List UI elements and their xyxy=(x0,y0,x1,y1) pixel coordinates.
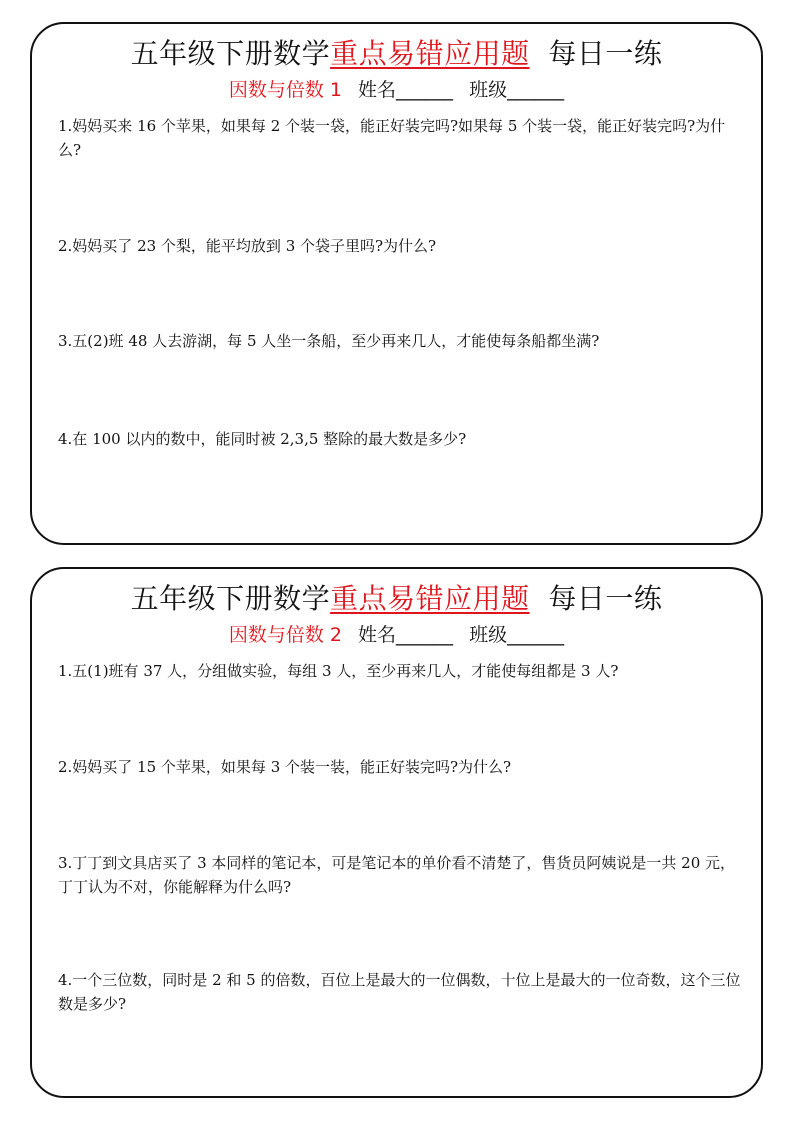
worksheet-card-2 xyxy=(30,567,763,1098)
class-field[interactable]: 班级______ xyxy=(469,624,565,646)
card-title xyxy=(32,36,761,72)
card-title xyxy=(32,581,761,617)
topic-label: 因数与倍数 1 xyxy=(228,79,342,101)
title-suffix: 每日一练 xyxy=(548,37,663,70)
question-3: 3.五(2)班 48 人去游湖，每 5 人坐一条船，至少再来几人，才能使每条船都坐满? xyxy=(58,332,600,350)
question-2: 2.妈妈买了 23 个梨，能平均放到 3 个袋子里吗?为什么? xyxy=(58,237,437,255)
card-subtitle xyxy=(32,77,761,103)
name-field[interactable]: 姓名______ xyxy=(358,79,454,101)
topic-label: 因数与倍数 2 xyxy=(228,624,342,646)
title-highlight: 重点易错应用题 xyxy=(330,37,530,70)
question-2: 2.妈妈买了 15 个苹果，如果每 3 个装一装，能正好装完吗?为什么? xyxy=(58,758,512,776)
question-1: 1.五(1)班有 37 人，分组做实验，每组 3 人，至少再来几人，才能使每组都是 3 人? xyxy=(58,662,619,680)
question-4: 4.在 100 以内的数中，能同时被 2,3,5 整除的最大数是多少? xyxy=(58,430,467,448)
worksheet-card-1 xyxy=(30,22,763,545)
name-field[interactable]: 姓名______ xyxy=(358,624,454,646)
title-text: 五年级下册数学 xyxy=(130,582,331,615)
class-field[interactable]: 班级______ xyxy=(469,79,565,101)
title-suffix: 每日一练 xyxy=(548,582,663,615)
title-text: 五年级下册数学 xyxy=(130,37,331,70)
title-highlight: 重点易错应用题 xyxy=(330,582,530,615)
question-1: 1.妈妈买来 16 个苹果，如果每 2 个装一袋，能正好装完吗?如果每 5 个装一袋，能正好装完吗?为什么? xyxy=(58,117,726,159)
card-subtitle xyxy=(32,622,761,648)
question-4: 4.一个三位数，同时是 2 和 5 的倍数，百位上是最大的一位偶数，十位上是最大的一位奇数，这个三位数是多少? xyxy=(58,971,741,1013)
question-3: 3.丁丁到文具店买了 3 本同样的笔记本，可是笔记本的单价看不清楚了，售货员阿姨说是一共 20 元，丁丁认为不对，你能解释为什么吗? xyxy=(58,854,736,896)
